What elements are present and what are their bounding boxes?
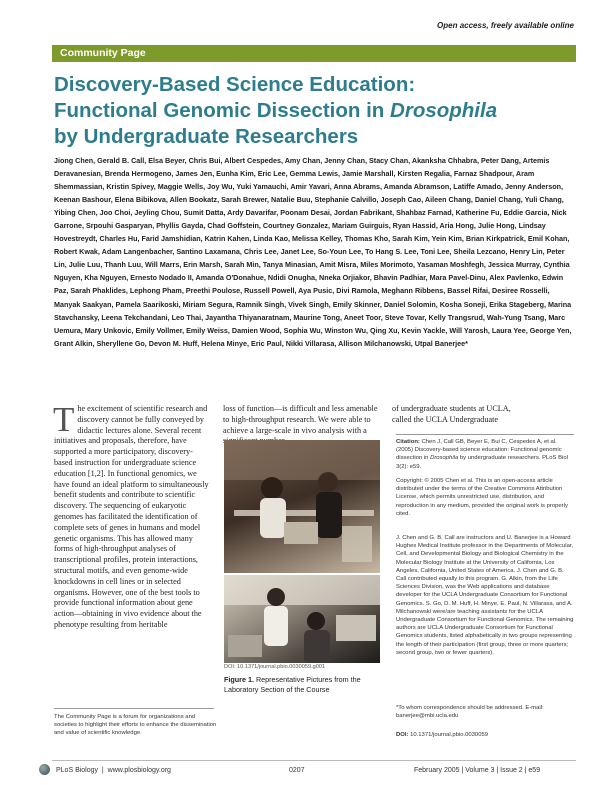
- open-access-notice: Open access, freely available online: [437, 21, 574, 30]
- body-text-col3: of undergraduate students at UCLA, called the UCLA Undergraduate: [392, 404, 511, 424]
- section-banner: [52, 45, 576, 62]
- correspondence-note: *To whom correspondence should be addressed. E-mail: banerjee@mbi.ucla.edu: [396, 705, 544, 720]
- figure-caption: [224, 675, 384, 694]
- body-column-1: [53, 400, 209, 631]
- title-line-1: Discovery-Based Science Education:: [54, 73, 416, 96]
- lab-photo-top: [224, 440, 380, 573]
- section-label: Community Page: [60, 47, 146, 59]
- lab-photo-bottom: [224, 575, 380, 663]
- sidebar-divider: [396, 434, 574, 435]
- title-italic-species: Drosophila: [390, 99, 498, 122]
- article-doi: [396, 731, 574, 739]
- figure-caption-text: Representative Pictures from the Laboratory Section of the Course: [224, 675, 361, 694]
- community-note-divider: [54, 708, 214, 709]
- title-line-2: Functional Genomic Dissection in: [54, 99, 385, 122]
- footer-page-number: 0207: [289, 767, 305, 774]
- copyright-notice: Copyright: © 2005 Chen et al. This is an open-access article distributed under the terms of the Creative Commons Attribution License, which permits unrestricted use, distribution, and reproduction in any medium, provided the original work is properly cited.: [396, 478, 568, 517]
- footer-journal: PLoS Biology | www.plosbiology.org: [56, 767, 171, 774]
- community-page-note: The Community Page is a forum for organizations and societies to highlight their efforts to enhance the dissemination and value of scientific knowledge.: [54, 714, 217, 736]
- citation-text-after: by undergraduate researchers. PLoS Biol 3(2): e59.: [396, 455, 568, 470]
- article-title: [54, 72, 574, 150]
- body-column-3: [392, 404, 520, 426]
- citation-italic: Drosophila: [430, 455, 459, 462]
- plos-logo-icon: [39, 764, 50, 775]
- figure-caption-label: Figure 1.: [224, 675, 254, 684]
- footer-issue-info: February 2005 | Volume 3 | Issue 2 | e59: [414, 767, 541, 774]
- author-affiliations: J. Chen and G. B. Call are instructors and U. Banerjee is a Howard Hughes Medical Institute professor in the Departments of Molecular, Cell, and Developmental Biology and Biological Chemistry in the Molecular Biology Institute at the University of California, Los Angeles, California, United States of America. J. Chen and G. B. Call contributed equally to this program. G. Alkin, from the Life Sciences Division, was the Web applications and database developer for the UCLA Undergraduate Consortium for Functional Genomics. S. Go, D. M. Huff, H. Minye, E. Paul, N. Villarasa, and A. Milchanowski were/are teaching assistants for the UCLA Undergraduate Consortium for Functional Genomics. The remaining authors are UCLA Undergraduate Consortium for Functional Genomics students, listed alphabetically in two groups representing the length of their participation (first group, three or more quarters; second group, two or fewer quarters).: [396, 535, 574, 656]
- article-doi-label: DOI:: [396, 732, 409, 738]
- author-list: Jiong Chen, Gerald B. Call, Elsa Beyer, Chris Bui, Albert Cespedes, Amy Chan, Jenny Chan, Stacy Chan, Akanksha Chhabra, Peter Dang, Artemis Deravanesian, Brenda Hermogeno, James Jen, Eunha Kim, Eric Lee, Gemma Lewis, Jamie Marshall, Kirsten Regalia, Farnaz Shadpour, Aram Shemmassian, Kristin Spivey, Maggie Wells, Joy Wu, Yuki Yamauchi, Amir Yavari, Anna Abrams, Amanda Abramson, Latiffe Amado, Jenny Anderson, Keenan Bashour, Elena Bibikova, Allen Bookatz, Sarah Brewer, Natalie Buu, Stephanie Calvillo, Joseph Cao, Aileen Chang, Daniel Chang, Yuli Chang, Yibing Chen, Joo Choi, Jeyling Chou, Sumit Datta, Ardy Davarifar, Poonam Desai, Jordan Fabrikant, Shahbaz Farnad, Katherine Fu, Eddie Garcia, Nick Garrone, Srpouhi Gasparyan, Phyllis Gayda, Chad Goffstein, Courtney Gonzalez, Mariam Guirguis, Ryan Hassid, Aria Hong, Julie Hong, Lindsay Hovestreydt, Charles Hu, Farid Jamshidian, Katrin Kahen, Linda Kao, Melissa Kelley, Thomas Kho, Sarah Kim, Yein Kim, Brian Kirkpatrick, Emil Kohan, Robert Kwak, Adam Langenbacher, Santino Laxamana, Chris Lee, Janet Lee, So-Youn Lee, To Hang S. Lee, Toni Lee, Sheila Lezcano, Henry Lin, Peter Lin, Julie Luu, Thanh Luu, Will Marrs, Erin Marsh, Sarah Min, Tanya Minasian, Amit Misra, Miles Morimoto, Yasaman Moshfegh, Jessica Murray, Cynthia Nguyen, Kha Nguyen, Ernesto Nodado II, Amanda O'Donahue, Ndidi Onugha, Nneka Orjiakor, Bhavin Padhiar, Mara Pavel-Dinu, Alex Pavlenko, Edwin Paz, Sarah Phaklides, Lephong Pham, Preethi Poulose, Russell Powell, Aya Pusic, Divi Ramola, Meghann Ribbens, Bassel Rifai, Desiree Rosselli, Manyak Saakyan, Pamela Saarikoski, Miriam Segura, Ramnik Singh, Vivek Singh, Emily Skinner, Daniel Solomin, Kosha Soneji, Erika Stageberg, Marina Stavchansky, Leena Tekchandani, Leo Thai, Jayantha Thiyanaratnam, Maurine Tong, Aneet Toor, Steve Tovar, Kelly Trangsrud, Wah-Yung Tsang, Marc Uemura, Mary Unkovic, Emily Vollmer, Emily Weiss, Damien Wood, Sophia Wu, Winston Wu, Qing Xu, Kevin Yackle, Will Yarosh, Laura Yee, George Yen, Grant Alkin, Sheryllene Go, Devon M. Huff, Helena Minye, Eric Paul, Nikki Villarasa, Allison Milchanowski, Utpal Banerjee*: [54, 156, 572, 348]
- figure-doi: DOI: 10.1371/journal.pbio.0030059.g001: [224, 664, 326, 670]
- footer-url[interactable]: www.plosbiology.org: [107, 767, 171, 774]
- citation-block: [396, 438, 574, 471]
- footer-divider: [52, 760, 576, 761]
- lab-photo-bottom-illustration: [224, 575, 380, 663]
- citation-label: Citation:: [396, 439, 420, 445]
- body-text-col1: he excitement of scientific research and discovery cannot be fully conveyed by didactic lectures alone. Several recent initiatives and proposals, therefore, have supported a more participatory, discovery-based instruction for undergraduate science education [1,2]. In functional genomics, we have found an ideal platform to simultaneously benefit students and contribute to scientific discovery. The sequencing of eukaryotic genomes has facilitated the identification of complete sets of genes in humans and model genetic organisms. This has allowed many forms of high-throughput analyses of transcriptional profiles, protein interactions, structural motifs, and even genome-wide knockdowns in cell lines or in selected organisms. However, one of the best tools to provide functional information about gene action—obtaining in vivo evidence about the phenotype resulting from heritable: [54, 404, 209, 629]
- footer-journal-name: PLoS Biology: [56, 767, 99, 774]
- lab-photo-top-illustration: [224, 440, 380, 573]
- citation-text-before: Chen J, Call GB, Beyer E, Bui C, Cespedes A, et al. (2005) Discovery-based science education: Functional genomic dissection in: [396, 439, 562, 462]
- article-doi-value: 10.1371/journal.pbio.0030059: [410, 732, 489, 738]
- drop-cap: T: [53, 400, 75, 439]
- title-line-3: by Undergraduate Researchers: [54, 125, 359, 148]
- body-text-col2: loss of function—is difficult and less amenable to high-throughput research. We were able to achieve a large-scale in vivo analysis with a: [223, 404, 378, 435]
